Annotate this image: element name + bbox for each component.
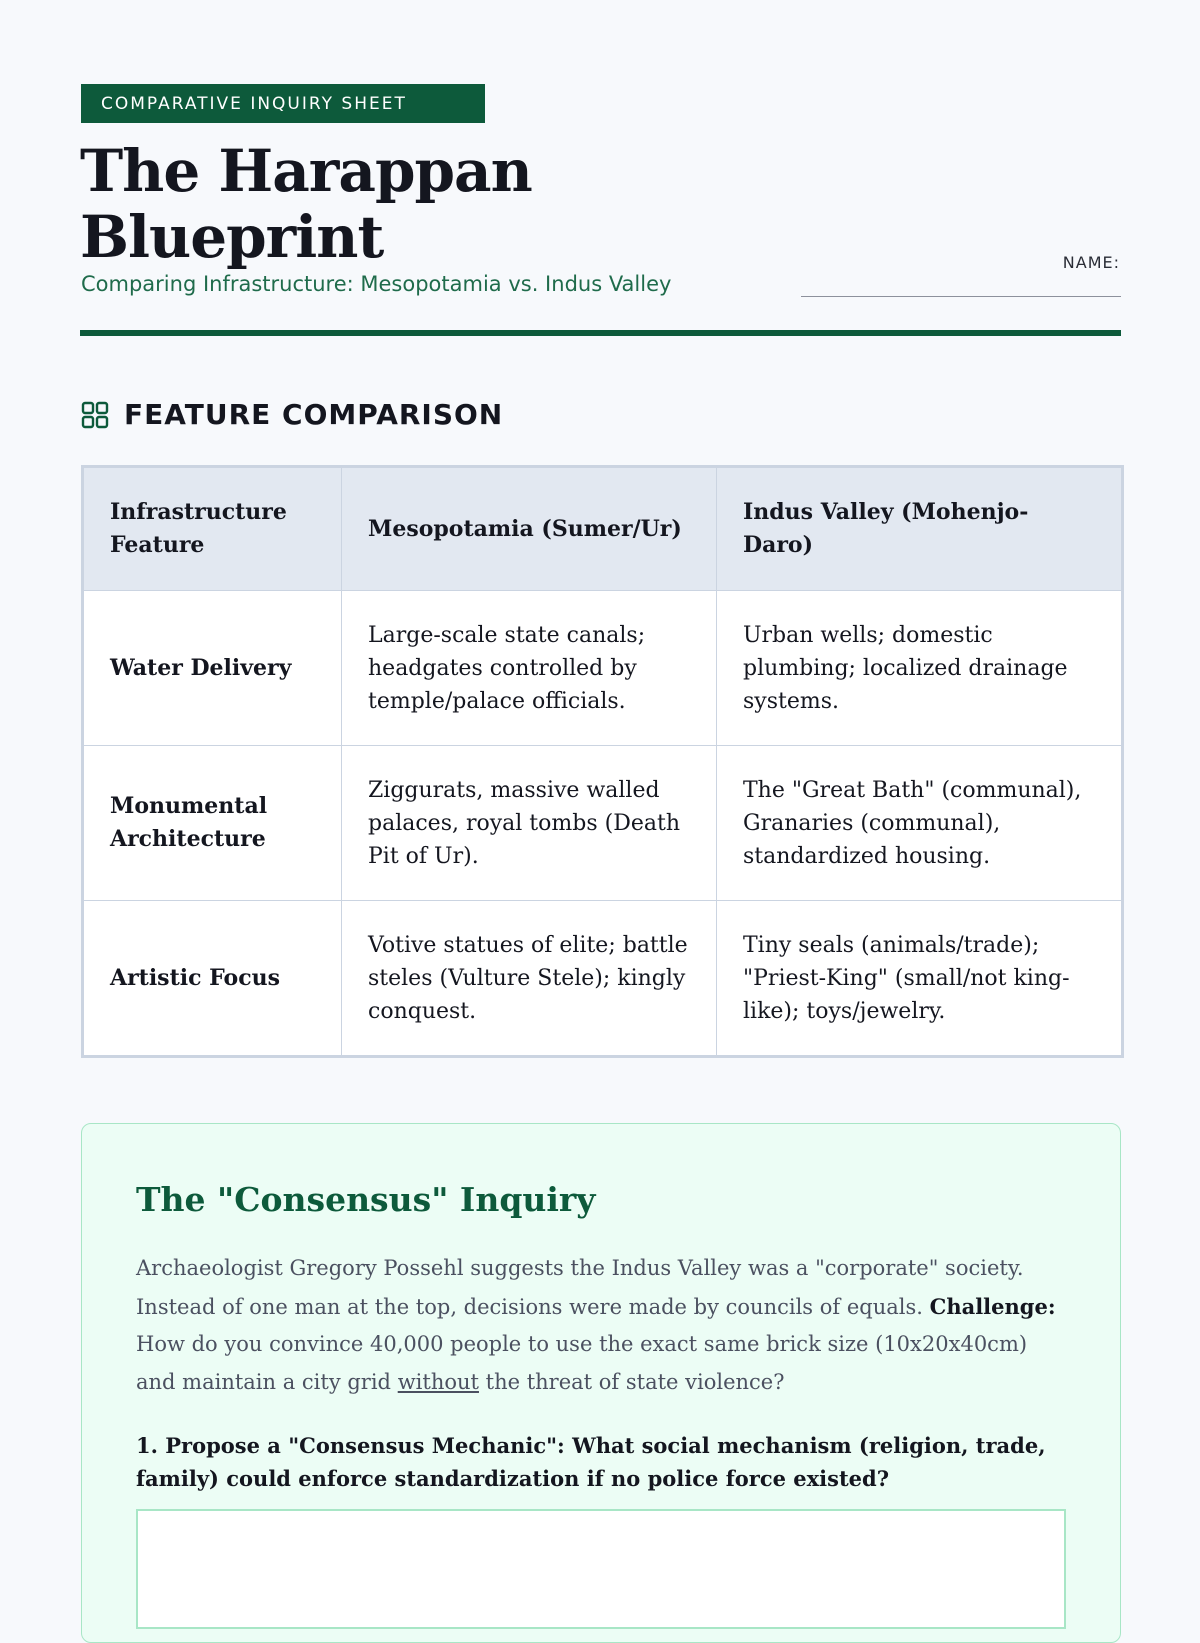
inquiry-panel (81, 1123, 1121, 1643)
column-header-feature: Infrastructure Feature (83, 467, 342, 591)
column-header-mesopotamia: Mesopotamia (Sumer/Ur) (342, 467, 717, 591)
feature-cell: Monumental Architecture (83, 746, 342, 901)
indus-cell: Urban wells; domestic plumbing; localized drainage systems. (717, 591, 1123, 746)
section-title: FEATURE COMPARISON (124, 398, 504, 431)
feature-cell: Water Delivery (83, 591, 342, 746)
feature-cell: Artistic Focus (83, 901, 342, 1057)
answer-box-1[interactable] (136, 1509, 1066, 1629)
sheet-type-badge: COMPARATIVE INQUIRY SHEET (81, 84, 485, 123)
indus-cell: Tiny seals (animals/trade); "Priest-King" (small/not king-like); toys/jewelry. (717, 901, 1123, 1057)
table-row (83, 901, 1123, 1057)
challenge-text: How do you convince 40,000 people to use the exact same brick size (10x20x40cm) and maintain a city grid (136, 1332, 1028, 1394)
challenge-text-end: the threat of state violence? (485, 1369, 785, 1394)
inquiry-title: The "Consensus" Inquiry (136, 1180, 596, 1219)
inquiry-intro: Archaeologist Gregory Possehl suggests the Indus Valley was a "corporate" society. Instead of one man at the top, decisions were made by councils of equals. (136, 1256, 1024, 1319)
challenge-emphasis: without (397, 1369, 479, 1394)
table-row (83, 591, 1123, 746)
inquiry-body (136, 1250, 1066, 1401)
comparison-table (81, 465, 1124, 1058)
page-title: The Harappan Blueprint (80, 137, 532, 271)
page-subtitle: Comparing Infrastructure: Mesopotamia vs. Indus Valley (81, 272, 672, 296)
indus-cell: The "Great Bath" (communal), Granaries (communal), standardized housing. (717, 746, 1123, 901)
table-row (83, 746, 1123, 901)
grid-icon (81, 401, 109, 429)
section-heading (81, 395, 503, 435)
column-header-indus: Indus Valley (Mohenjo-Daro) (717, 467, 1123, 591)
mesopotamia-cell: Votive statues of elite; battle steles (Vulture Stele); kingly conquest. (342, 901, 717, 1057)
mesopotamia-cell: Ziggurats, massive walled palaces, royal tombs (Death Pit of Ur). (342, 746, 717, 901)
mesopotamia-cell: Large-scale state canals; headgates controlled by temple/palace officials. (342, 591, 717, 746)
table-header-row (83, 467, 1123, 591)
challenge-label: Challenge: (929, 1293, 1056, 1319)
name-input-line[interactable] (801, 296, 1121, 297)
header-divider (80, 330, 1121, 336)
name-label: NAME: (1062, 253, 1120, 272)
question-1: 1. Propose a "Consensus Mechanic": What social mechanism (religion, trade, family) could enforce standardization if no police force existed? (136, 1433, 1046, 1491)
